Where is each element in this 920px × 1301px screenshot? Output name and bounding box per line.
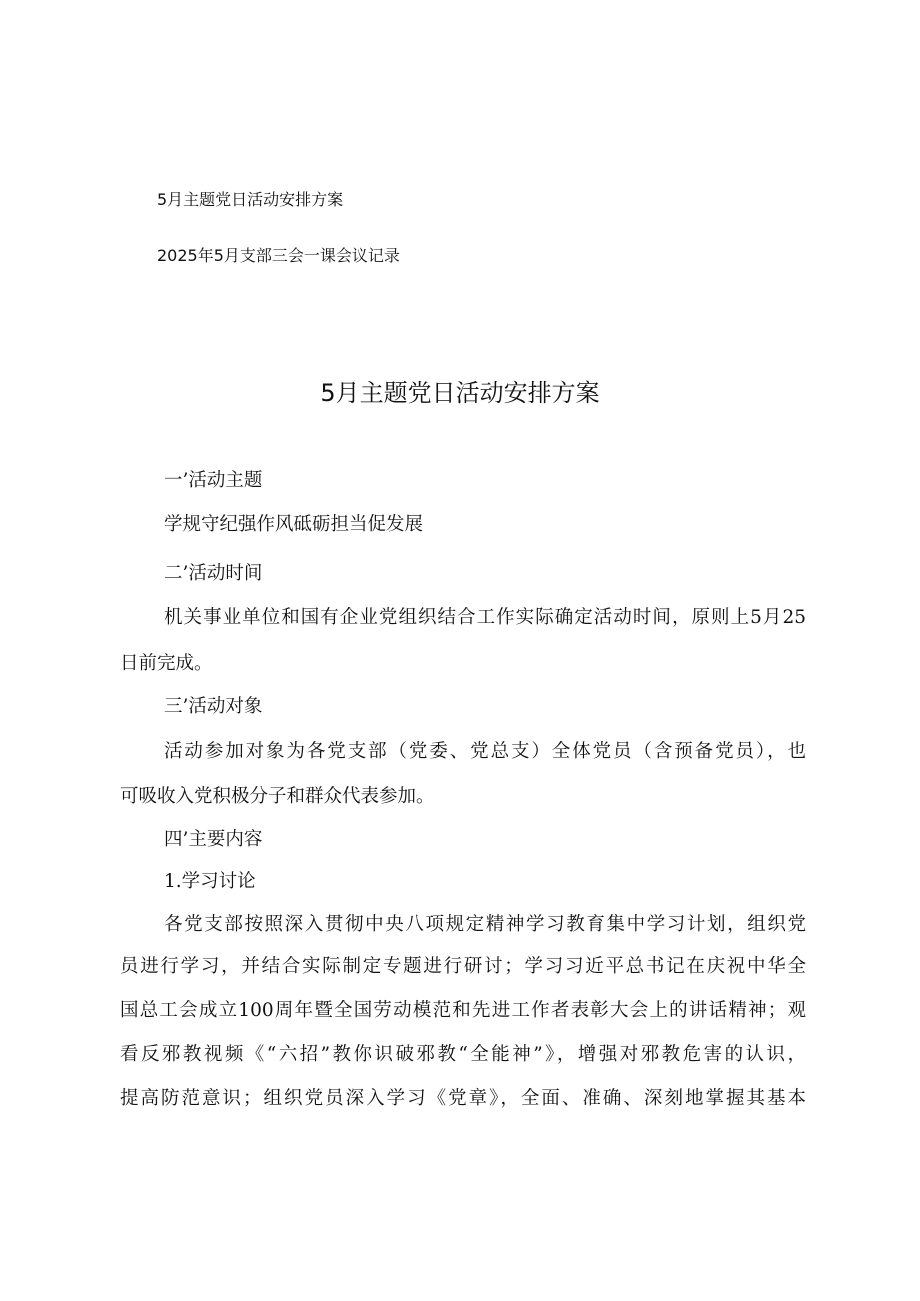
section-4-subheading-1: 1.学习讨论 (164, 871, 256, 892)
section-2-body-line-2: 日前完成。 (120, 653, 213, 674)
section-3-body-line-2: 可吸收入党积极分子和群众代表参加。 (120, 786, 435, 807)
document-title: 5月主题党日活动安排方案 (320, 379, 600, 407)
section-2-body-line-1: 机关事业单位和国有企业党组织结合工作实际确定活动时间，原则上5月25 (164, 607, 806, 628)
section-1-body: 学规守纪强作风砥砺担当促发展 (164, 514, 424, 535)
section-1-heading: 一’活动主题 (164, 470, 263, 491)
section-4-body-line-5: 提高防范意识；组织党员深入学习《党章》，全面、准确、深刻地掌握其基本 (120, 1088, 806, 1109)
section-2-heading: 二’活动时间 (164, 563, 263, 584)
section-4-body-line-1: 各党支部按照深入贯彻中央八项规定精神学习教育集中学习计划，组织党 (164, 914, 806, 935)
section-4-body-line-4: 看反邪教视频《“六招”教你识破邪教“全能神”》，增强对邪教危害的认识， (120, 1044, 806, 1065)
section-3-heading: 三’活动对象 (164, 696, 263, 717)
section-3-body-line-1: 活动参加对象为各党支部（党委、党总支）全体党员（含预备党员），也 (164, 741, 806, 762)
toc-item-activity-plan[interactable]: 5月主题党日活动安排方案 (157, 190, 344, 209)
section-4-heading: 四’主要内容 (164, 829, 263, 850)
section-4-body-line-3: 国总工会成立100周年暨全国劳动模范和先进工作者表彰大会上的讲话精神；观 (120, 1000, 806, 1021)
toc-item-meeting-record[interactable]: 2025年5月支部三会一课会议记录 (157, 246, 400, 265)
section-4-body-line-2: 员进行学习，并结合实际制定专题进行研讨；学习习近平总书记在庆祝中华全 (120, 956, 806, 977)
